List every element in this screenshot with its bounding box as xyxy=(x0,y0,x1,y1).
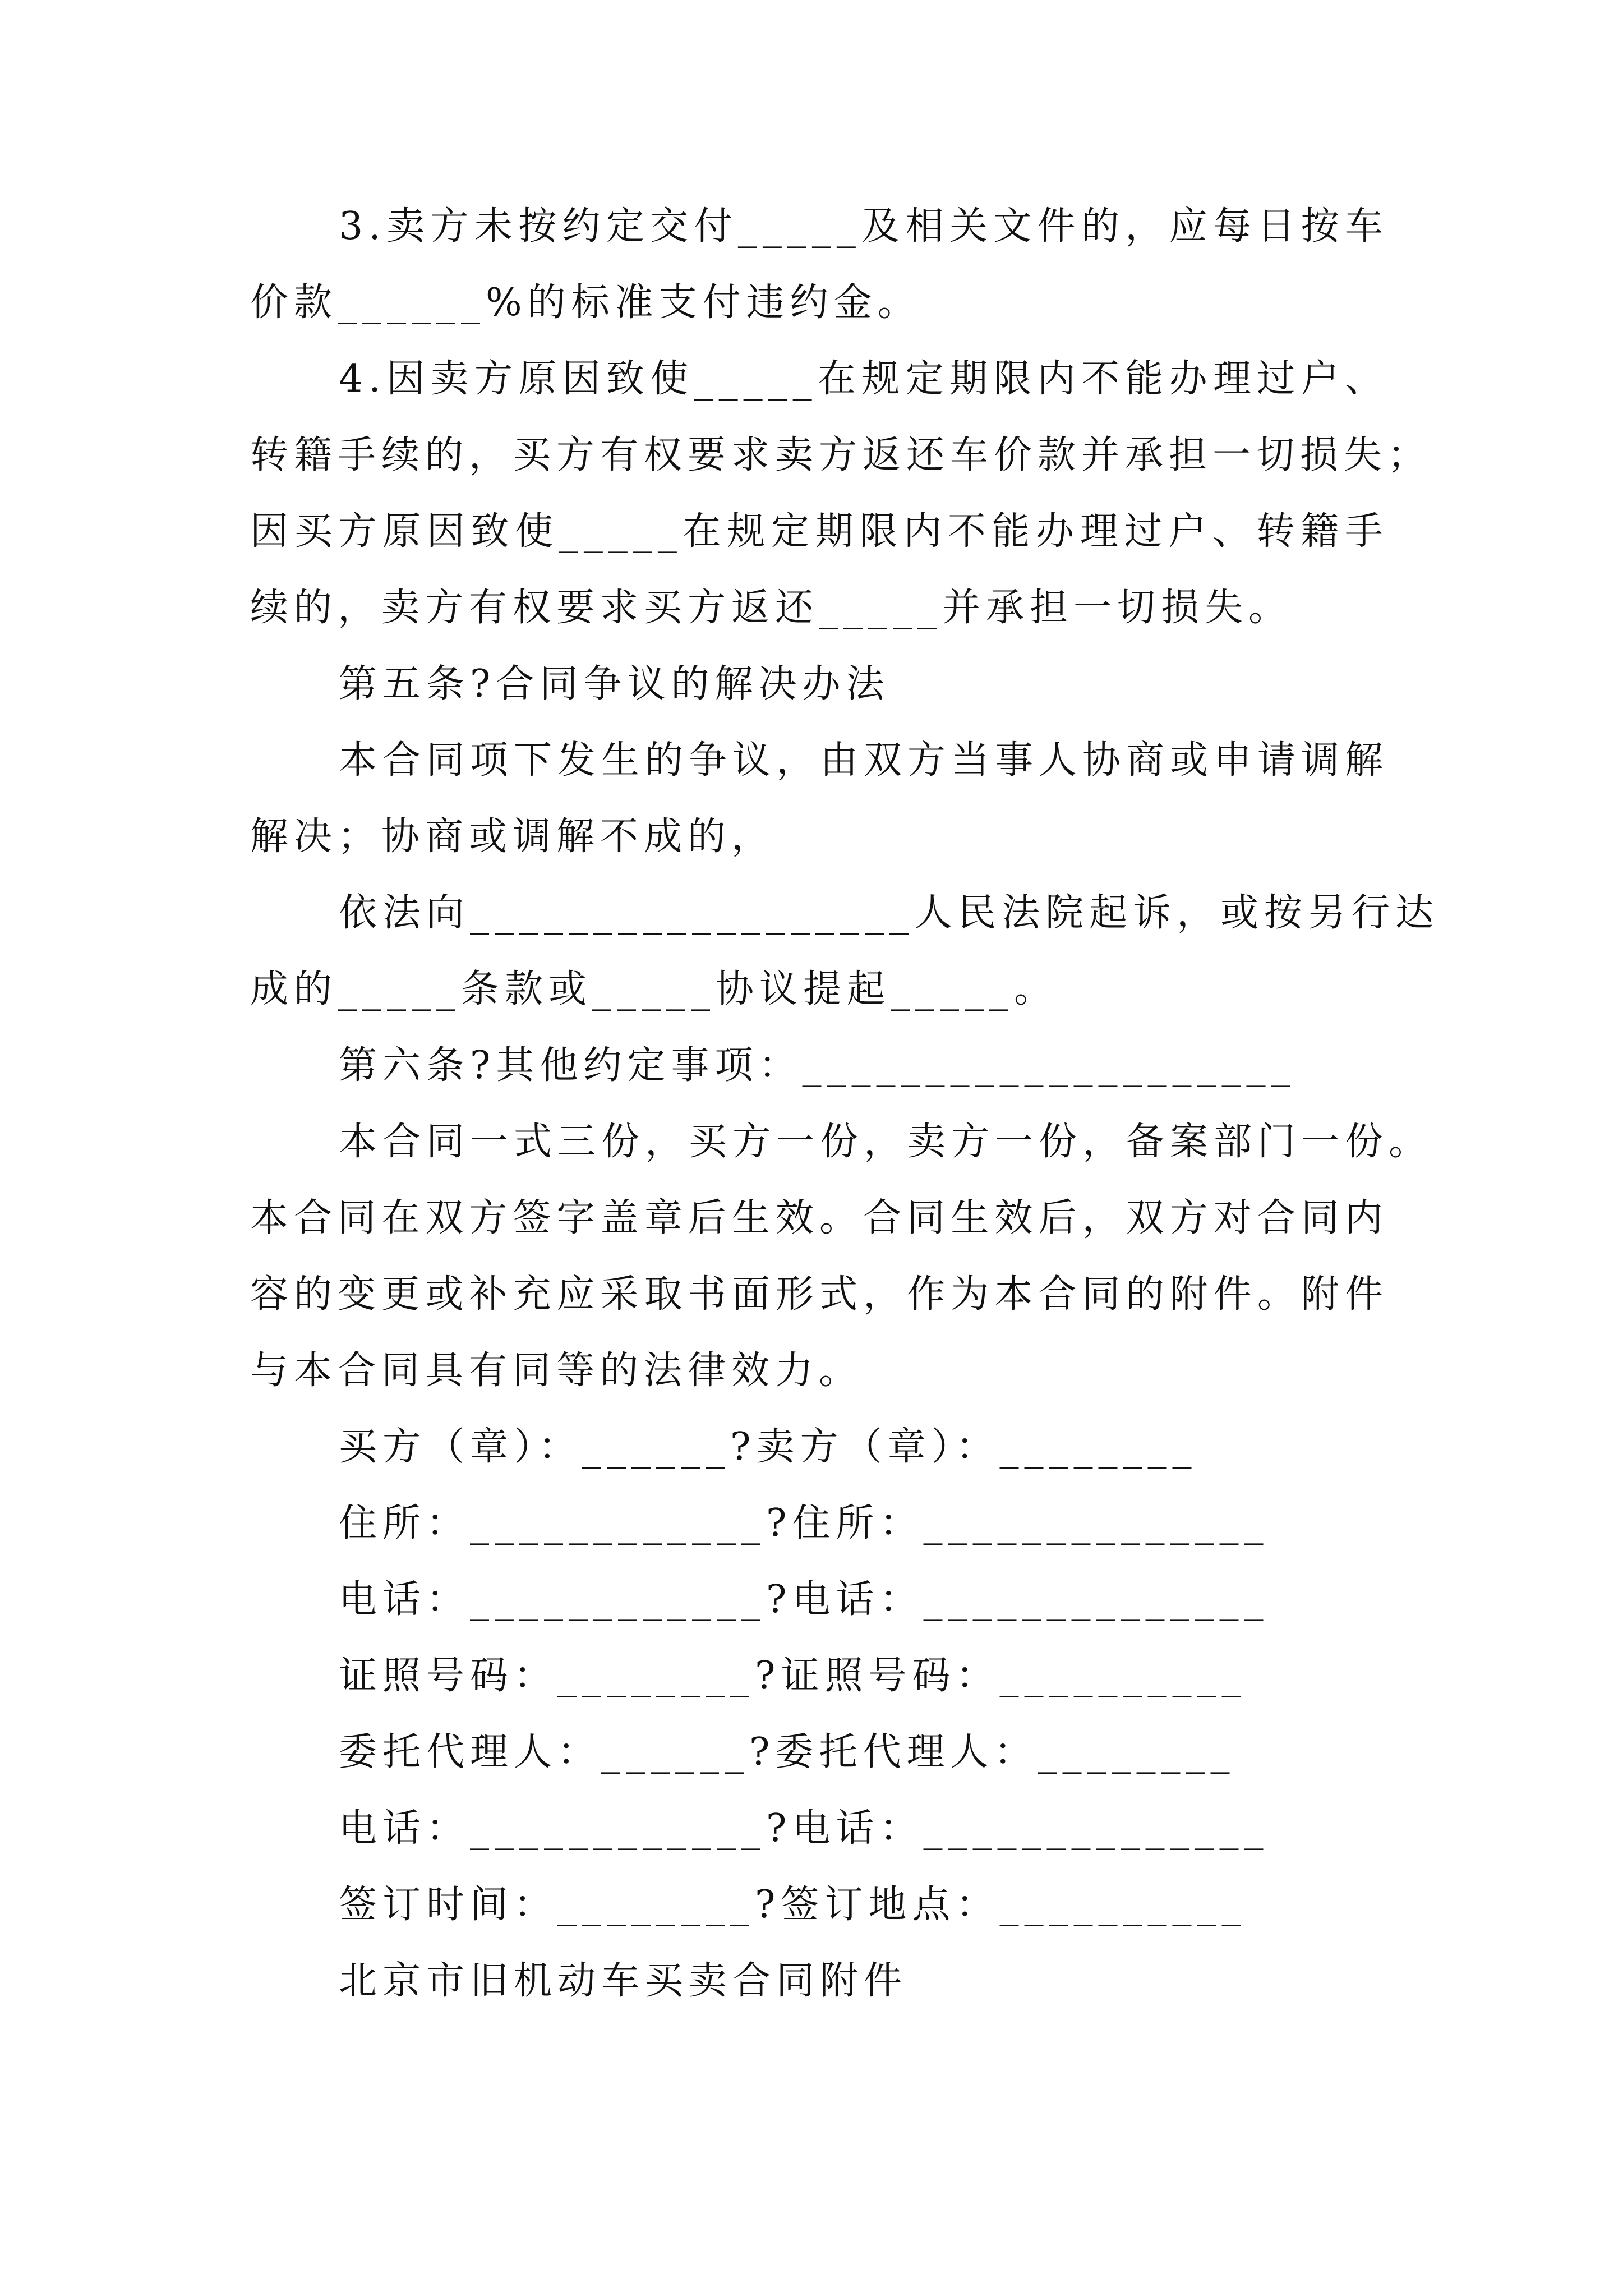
signature-seller-agent-phone: ?电话：______________ xyxy=(766,1806,1269,1851)
copies-para-line-4: 与本合同具有同等的法律效力。 xyxy=(250,1349,863,1393)
signature-place: ?签订地点：__________ xyxy=(755,1883,1247,1927)
article-5-para-line-2: 解决；协商或调解不成的， xyxy=(250,815,776,859)
signature-row xyxy=(250,1577,1389,1657)
copies-para-line-2: 本合同在双方签字盖章后生效。合同生效后，双方对合同内 xyxy=(250,1196,1389,1240)
clause-4-line-3: 因买方原因致使_____在规定期限内不能办理过户、转籍手 xyxy=(250,509,1389,554)
signature-buyer-agent-phone: 电话：____________ xyxy=(339,1806,767,1851)
signature-buyer-phone: 电话：____________ xyxy=(339,1577,767,1622)
signature-seller-agent: ?委托代理人：________ xyxy=(749,1730,1235,1774)
article-5-para-line-1: 本合同项下发生的争议，由双方当事人协商或申请调解 xyxy=(339,738,1389,783)
article-5-court-line-2: 成的_____条款或_____协议提起_____。 xyxy=(250,967,1058,1011)
signature-buyer-agent: 委托代理人：______ xyxy=(339,1730,750,1774)
signature-row xyxy=(250,1654,1389,1733)
signature-buyer-seal: 买方（章）：______ xyxy=(339,1425,731,1469)
signature-buyer-license: 证照号码：________ xyxy=(339,1654,755,1698)
clause-4-line-4: 续的，卖方有权要求买方返还_____并承担一切损失。 xyxy=(250,586,1293,630)
clause-4-line-2: 转籍手续的，买方有权要求卖方返还车价款并承担一切损失； xyxy=(250,433,1432,477)
signature-buyer-address: 住所：____________ xyxy=(339,1501,767,1545)
signature-row xyxy=(250,1883,1389,1962)
article-6-heading: 第六条?其他约定事项：____________________ xyxy=(339,1043,1296,1088)
clause-3-line-2: 价款______%的标准支付违约金。 xyxy=(250,280,921,325)
signature-seller-license: ?证照号码：__________ xyxy=(755,1654,1247,1698)
clause-3-line-1: 3.卖方未按约定交付_____及相关文件的，应每日按车 xyxy=(339,204,1389,249)
signature-row xyxy=(250,1806,1389,1886)
contract-page xyxy=(250,204,1440,2039)
signature-row xyxy=(250,1425,1389,1504)
signature-seller-seal: ?卖方（章）：________ xyxy=(730,1425,1197,1469)
signature-seller-address: ?住所：______________ xyxy=(766,1501,1269,1545)
signature-row xyxy=(250,1501,1389,1581)
copies-para-line-3: 容的变更或补充应采取书面形式，作为本合同的附件。附件 xyxy=(250,1272,1389,1317)
article-5-heading: 第五条?合同争议的解决办法 xyxy=(339,662,890,706)
signature-date: 签订时间：________ xyxy=(339,1883,755,1927)
signature-seller-phone: ?电话：______________ xyxy=(766,1577,1269,1622)
appendix-title: 北京市旧机动车买卖合同附件 xyxy=(339,1959,908,2003)
copies-para-line-1: 本合同一式三份，买方一份，卖方一份，备案部门一份。 xyxy=(339,1120,1433,1164)
signature-row xyxy=(250,1730,1389,1810)
clause-4-line-1: 4.因卖方原因致使_____在规定期限内不能办理过户、 xyxy=(339,357,1389,401)
article-5-court-line-1: 依法向__________________人民法院起诉，或按另行达 xyxy=(339,891,1440,935)
